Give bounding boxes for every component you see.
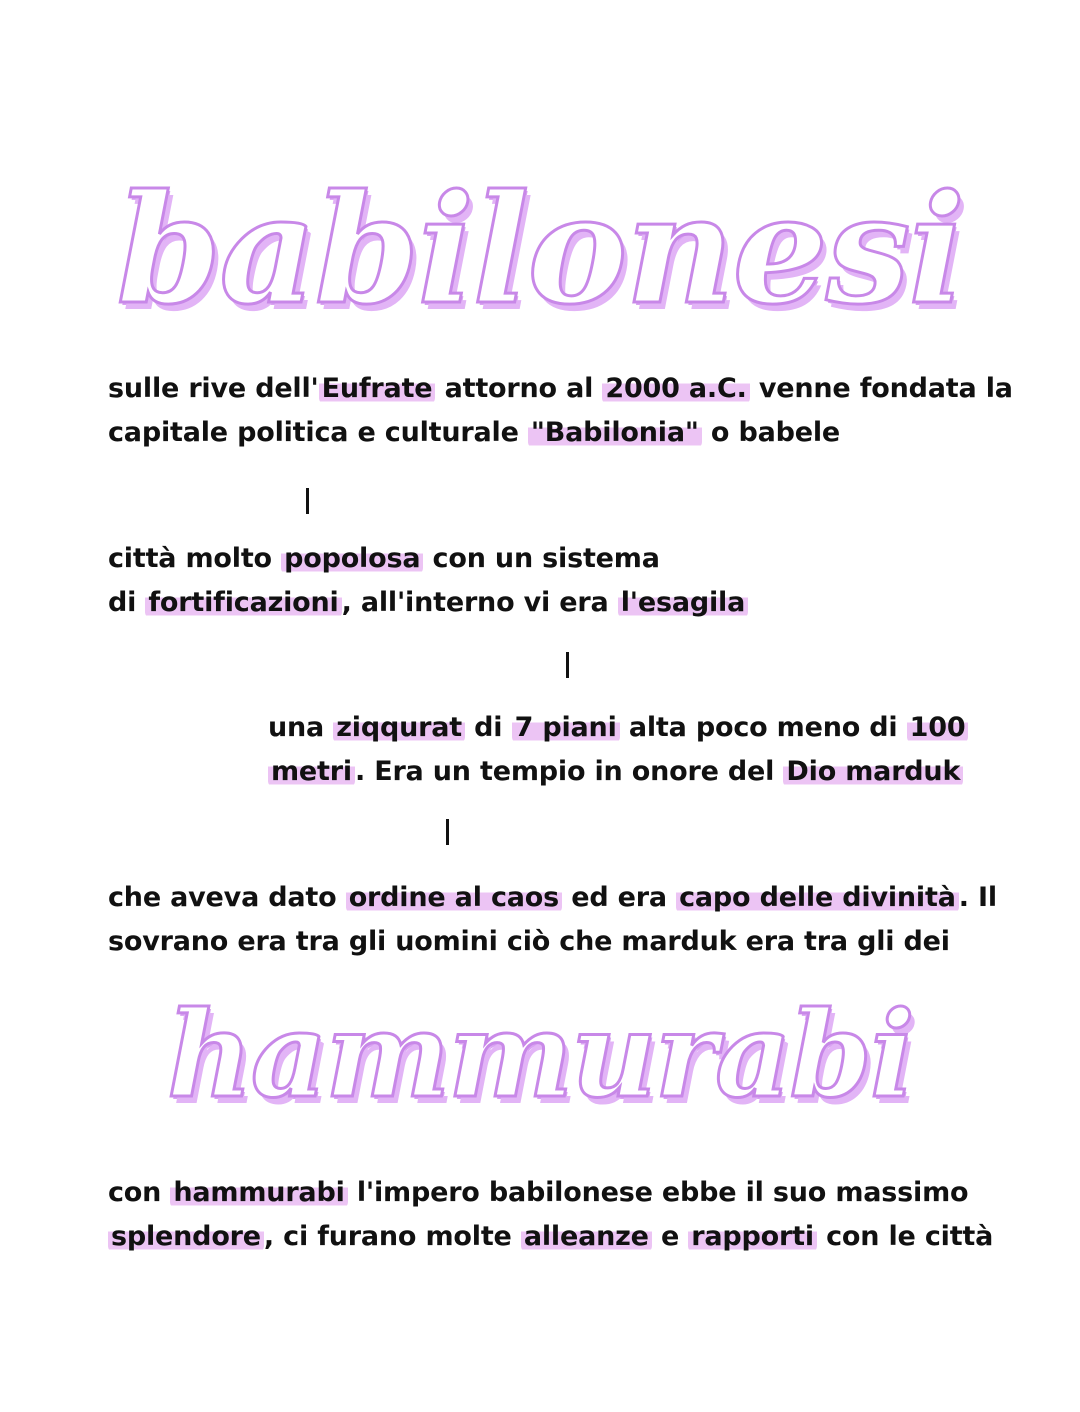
title-babilonesi: babilonesi [116,162,964,338]
text-line [108,367,1013,411]
paragraph-ziqqurat [268,706,968,794]
paragraph-hammurabi [108,1171,993,1259]
highlight-splendore: splendore [108,1221,264,1252]
text-span: o babele [701,417,841,448]
text-span: con le città [816,1221,994,1252]
text-span: di [464,712,512,743]
text-span: che aveva dato [108,882,346,913]
highlight-babilonia: "Babilonia" [528,417,702,448]
highlight-esagila: l'esagila [618,587,748,618]
text-span: . Era un tempio in onore del [354,756,784,787]
text-line [108,1171,993,1215]
text-span: città molto [108,543,282,574]
connector-line [446,819,449,845]
text-line [108,411,1013,455]
text-line [268,706,968,750]
text-line [108,537,748,581]
text-span: con [108,1177,171,1208]
text-span: di [108,587,146,618]
paragraph-marduk [108,876,997,964]
text-span: , ci furano molte [263,1221,521,1252]
text-span: , all'interno vi era [341,587,618,618]
text-span: e [651,1221,689,1252]
text-span: alta poco meno di [619,712,907,743]
text-span: l'impero babilonese ebbe il suo massimo [347,1177,969,1208]
text-span: attorno al [435,373,603,404]
text-line [108,920,997,964]
text-line [108,581,748,625]
text-line [108,1215,993,1259]
highlight-date: 2000 a.C. [602,373,749,404]
highlight-fortificazioni: fortificazioni [145,587,341,618]
highlight-ordine: ordine al caos [346,882,562,913]
connector-line [306,488,309,514]
text-span: sulle rive dell' [108,373,319,404]
text-span: capitale politica e culturale [108,417,528,448]
highlight-alleanze: alleanze [521,1221,652,1252]
paragraph-founding [108,367,1013,455]
text-span: . Il [958,882,997,913]
text-span: ed era [562,882,677,913]
highlight-capo: capo delle divinità [676,882,959,913]
paragraph-city [108,537,748,625]
highlight-metri: metri [268,756,355,787]
highlight-piani: 7 piani [512,712,620,743]
highlight-popolosa: popolosa [281,543,423,574]
highlight-hammurabi: hammurabi [170,1177,347,1208]
highlight-ziqqurat: ziqqurat [333,712,465,743]
text-line [268,750,968,794]
highlight-marduk: Dio marduk [783,756,963,787]
text-span: una [268,712,334,743]
text-line [108,876,997,920]
text-span: sovrano era tra gli uomini ciò che marduk era tra gli dei [108,926,950,957]
title-hammurabi: hammurabi [167,985,913,1124]
connector-line [566,652,569,678]
text-span: venne fondata la [749,373,1013,404]
highlight-rapporti: rapporti [688,1221,817,1252]
highlight-eufrate: Eufrate [319,373,436,404]
text-span: con un sistema [423,543,660,574]
highlight-100: 100 [907,712,969,743]
